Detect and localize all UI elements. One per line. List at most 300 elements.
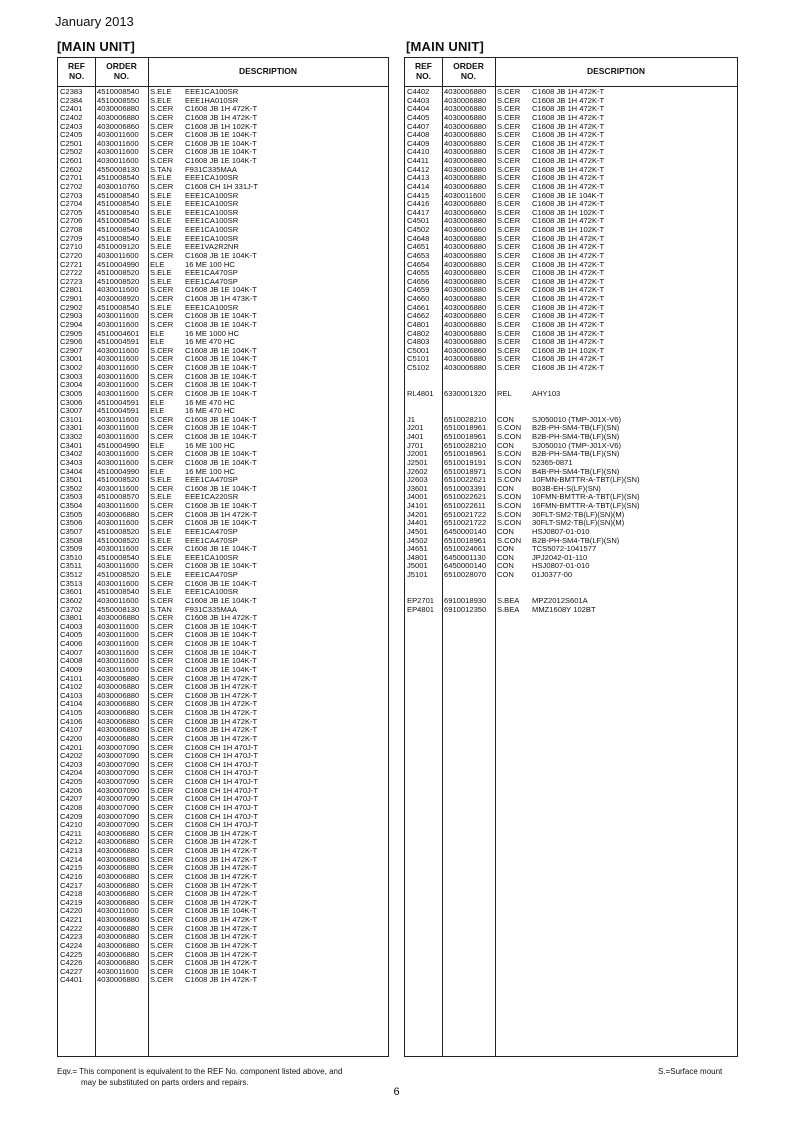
order-no: 4510008540 bbox=[97, 225, 140, 234]
ref-no: J201 bbox=[407, 423, 424, 433]
parts-table-left bbox=[57, 57, 389, 1057]
part-number: EEE1CA100SR bbox=[185, 552, 239, 562]
part-number: C1608 JB 1H 472K-T bbox=[185, 104, 258, 114]
order-no: 4510004990 bbox=[97, 466, 140, 476]
ref-no: EP2701 bbox=[407, 595, 435, 605]
order-no: 4030007090 bbox=[97, 768, 140, 778]
ref-no: C3502 bbox=[60, 483, 83, 493]
part-number: C1608 JB 1H 472K-T bbox=[185, 871, 258, 881]
part-number: C1608 JB 1H 472K-T bbox=[532, 164, 605, 174]
table-row bbox=[405, 364, 737, 373]
part-number: EEE1CA100SR bbox=[185, 587, 239, 597]
part-number: EEE1CA470SP bbox=[185, 570, 238, 579]
ref-no: C4107 bbox=[60, 725, 83, 735]
ref-no: C4659 bbox=[407, 285, 430, 295]
ref-no: C4006 bbox=[60, 639, 83, 648]
order-no: 4030006880 bbox=[444, 328, 487, 338]
ref-no: C4227 bbox=[60, 966, 83, 976]
ref-no: C4410 bbox=[407, 147, 430, 157]
order-no: 4030006880 bbox=[97, 958, 140, 968]
part-number: C1608 JB 1H 472K-T bbox=[185, 949, 258, 959]
part-number: C1608 JB 1E 104K-T bbox=[185, 285, 257, 295]
part-type: S.CER bbox=[150, 639, 174, 648]
table-body bbox=[405, 88, 737, 614]
part-number: C1608 JB 1H 472K-T bbox=[185, 880, 258, 890]
part-number: C1608 JB 1H 472K-T bbox=[185, 846, 258, 855]
table-header bbox=[405, 58, 737, 87]
part-number: HSJ0807-01-010 bbox=[532, 561, 590, 571]
unit-title-right: [MAIN UNIT] bbox=[406, 39, 485, 54]
order-no: 4030006880 bbox=[444, 130, 487, 140]
ref-no: C4413 bbox=[407, 173, 430, 183]
ref-no: C2401 bbox=[60, 104, 83, 114]
ref-no: C4102 bbox=[60, 682, 83, 692]
part-type: S.ELE bbox=[150, 225, 172, 234]
ref-no: C2502 bbox=[60, 147, 83, 157]
order-no: 4030006880 bbox=[444, 268, 487, 278]
part-type: S.CER bbox=[150, 949, 174, 959]
header-ref-no: REF NO. bbox=[415, 61, 432, 81]
ref-no: J4001 bbox=[407, 492, 428, 502]
part-type: CON bbox=[497, 483, 514, 493]
table-row bbox=[405, 571, 737, 580]
part-type: CON bbox=[497, 552, 514, 562]
ref-no: C2702 bbox=[60, 181, 83, 191]
part-type: S.CER bbox=[150, 388, 174, 398]
ref-no: C4403 bbox=[407, 95, 430, 105]
part-number: C1608 JB 1H 472K-T bbox=[532, 268, 605, 278]
part-number: C1608 JB 1H 472K-T bbox=[185, 915, 258, 924]
order-no: 4030006880 bbox=[444, 337, 487, 347]
part-type: S.CER bbox=[150, 345, 174, 355]
ref-no: C4405 bbox=[407, 112, 430, 122]
order-no: 4030011600 bbox=[97, 544, 139, 554]
order-no: 4030006880 bbox=[444, 363, 487, 372]
ref-no: C3302 bbox=[60, 432, 83, 441]
ref-no: C2704 bbox=[60, 199, 83, 209]
part-number: 16FMN-BMTTR-A-TBT(LF)(SN) bbox=[532, 501, 640, 510]
order-no: 6510028210 bbox=[444, 414, 487, 424]
part-number: C1608 JB 1E 104K-T bbox=[185, 966, 257, 976]
ref-no: C4218 bbox=[60, 889, 83, 899]
order-no: 4510008540 bbox=[97, 173, 140, 183]
part-type: S.CER bbox=[497, 95, 521, 105]
ref-no: C4206 bbox=[60, 785, 83, 795]
part-type: S.CER bbox=[150, 673, 174, 683]
order-no: 4030011600 bbox=[97, 561, 139, 571]
order-no: 4030011600 bbox=[97, 250, 139, 260]
part-number: C1608 JB 1H 472K-T bbox=[532, 181, 605, 191]
part-number: C1608 JB 1E 104K-T bbox=[185, 388, 257, 398]
ref-no: C4106 bbox=[60, 716, 83, 726]
part-number: C1608 JB 1H 102K-T bbox=[532, 207, 605, 217]
part-number: 16 ME 1000 HC bbox=[185, 328, 240, 338]
ref-no: C4660 bbox=[407, 294, 430, 303]
order-no: 4030007090 bbox=[97, 759, 140, 769]
order-no: 6510024661 bbox=[444, 544, 487, 554]
order-no: 4030006880 bbox=[97, 509, 140, 519]
order-no: 4030006880 bbox=[444, 242, 487, 252]
order-no: 4030011600 bbox=[97, 363, 139, 372]
part-type: S.CER bbox=[150, 414, 174, 424]
part-type: S.CER bbox=[150, 621, 174, 631]
ref-no: C2907 bbox=[60, 345, 83, 355]
part-type: S.CER bbox=[150, 811, 174, 821]
ref-no: C4213 bbox=[60, 846, 83, 855]
part-type: S.ELE bbox=[150, 276, 172, 286]
ref-no: C4005 bbox=[60, 630, 83, 640]
part-type: ELE bbox=[150, 259, 165, 269]
ref-no: C3005 bbox=[60, 388, 83, 398]
part-type: S.CER bbox=[150, 595, 174, 605]
ref-no: J701 bbox=[407, 440, 424, 450]
order-no: 4030006880 bbox=[97, 673, 140, 683]
ref-no: C3006 bbox=[60, 397, 83, 407]
part-type: S.CER bbox=[150, 250, 174, 260]
part-type: S.CER bbox=[497, 259, 521, 269]
part-type: S.CER bbox=[150, 699, 174, 709]
ref-no: C4223 bbox=[60, 932, 83, 942]
part-number: C1608 JB 1H 472K-T bbox=[532, 250, 605, 260]
ref-no: J2602 bbox=[407, 466, 428, 476]
ref-no: C4215 bbox=[60, 863, 83, 873]
part-number: C1608 JB 1H 472K-T bbox=[532, 156, 605, 165]
part-type: S.CER bbox=[497, 311, 521, 321]
part-type: S.CER bbox=[497, 207, 521, 217]
order-no: 6510028070 bbox=[444, 570, 487, 579]
ref-no: C4221 bbox=[60, 915, 83, 924]
order-no: 4030007090 bbox=[97, 742, 140, 752]
part-number: C1608 JB 1E 104K-T bbox=[185, 518, 257, 528]
part-number: C1608 JB 1E 104K-T bbox=[185, 311, 257, 321]
part-type: S.CER bbox=[497, 294, 521, 303]
part-type: S.CER bbox=[150, 181, 174, 191]
ref-no: C3504 bbox=[60, 501, 83, 510]
part-number: C1608 JB 1E 104K-T bbox=[185, 345, 257, 355]
ref-no: C4201 bbox=[60, 742, 83, 752]
part-type: S.CER bbox=[150, 449, 174, 459]
part-number: MPZ2012S601A bbox=[532, 595, 588, 605]
ref-no: C5102 bbox=[407, 363, 430, 372]
part-type: S.CER bbox=[150, 863, 174, 873]
order-no: 4030011600 bbox=[97, 518, 139, 528]
order-no: 4030006880 bbox=[97, 837, 140, 847]
part-number: C1608 JB 1E 104K-T bbox=[185, 544, 257, 554]
part-number: 01J0377-00 bbox=[532, 570, 573, 579]
order-no: 4030006880 bbox=[444, 121, 487, 131]
part-type: S.CER bbox=[150, 802, 174, 812]
ref-no: J4201 bbox=[407, 509, 428, 519]
ref-no: C3004 bbox=[60, 380, 83, 390]
ref-no: C3506 bbox=[60, 518, 83, 528]
ref-no: J401 bbox=[407, 432, 424, 441]
order-no: 4030006880 bbox=[97, 828, 140, 838]
part-type: S.CER bbox=[150, 940, 174, 950]
part-type: S.CER bbox=[150, 457, 174, 467]
order-no: 6510021722 bbox=[444, 509, 487, 519]
ref-no: C3508 bbox=[60, 535, 83, 545]
part-number: F931C335MAA bbox=[185, 164, 237, 174]
header-order-no: ORDER NO. bbox=[106, 61, 137, 81]
order-no: 4030006880 bbox=[444, 147, 487, 157]
part-type: S.CER bbox=[497, 242, 521, 252]
order-no: 4030006880 bbox=[444, 112, 487, 122]
ref-no: C4008 bbox=[60, 656, 83, 666]
part-number: C1608 JB 1H 472K-T bbox=[532, 112, 605, 122]
order-no: 4510004601 bbox=[97, 328, 140, 338]
ref-no: C2903 bbox=[60, 311, 83, 321]
header-ref-no: REF NO. bbox=[68, 61, 85, 81]
order-no: 4030006880 bbox=[444, 156, 487, 165]
order-no: 4030006880 bbox=[444, 259, 487, 269]
part-number: C1608 JB 1H 472K-T bbox=[532, 173, 605, 183]
part-number: C1608 JB 1H 472K-T bbox=[185, 854, 258, 864]
part-number: C1608 JB 1H 472K-T bbox=[185, 889, 258, 899]
ref-no: J4801 bbox=[407, 552, 428, 562]
order-no: 4510009120 bbox=[97, 242, 140, 252]
order-no: 4030006880 bbox=[97, 871, 140, 881]
ref-no: C4661 bbox=[407, 302, 430, 312]
part-type: S.CER bbox=[497, 130, 521, 140]
ref-no: C2721 bbox=[60, 259, 83, 269]
part-number: C1608 JB 1H 102K-T bbox=[185, 121, 258, 131]
part-type: S.CER bbox=[150, 837, 174, 847]
part-number: C1608 JB 1H 472K-T bbox=[185, 975, 258, 985]
part-type: S.CER bbox=[497, 345, 521, 355]
order-no: 4510008540 bbox=[97, 216, 140, 226]
order-no: 4030011600 bbox=[97, 156, 139, 165]
ref-no: C4408 bbox=[407, 130, 430, 140]
part-number: C1608 JB 1H 472K-T bbox=[185, 958, 258, 968]
part-type: CON bbox=[497, 570, 514, 579]
part-number: C1608 CH 1H 470J-T bbox=[185, 811, 259, 821]
part-type: S.CER bbox=[150, 501, 174, 510]
part-number: C1608 JB 1H 102K-T bbox=[532, 225, 605, 234]
part-number: C1608 CH 1H 470J-T bbox=[185, 785, 259, 795]
order-no: 4030006880 bbox=[97, 112, 140, 122]
part-number: C1608 JB 1H 472K-T bbox=[185, 509, 258, 519]
ref-no: C3007 bbox=[60, 406, 83, 416]
part-number: C1608 CH 1H 470J-T bbox=[185, 802, 259, 812]
part-type: S.CER bbox=[497, 190, 521, 200]
order-no: 4030007090 bbox=[97, 820, 140, 830]
part-type: S.CON bbox=[497, 457, 522, 467]
ref-no: C2705 bbox=[60, 207, 83, 217]
part-number: B03B-EH-S(LF)(SN) bbox=[532, 483, 601, 493]
ref-no: C4212 bbox=[60, 837, 83, 847]
part-number: C1608 CH 1H 470J-T bbox=[185, 768, 259, 778]
order-no: 4030006880 bbox=[97, 104, 140, 114]
order-no: 4030011600 bbox=[97, 457, 139, 467]
order-no: 6510003391 bbox=[444, 483, 487, 493]
part-type: S.CER bbox=[150, 311, 174, 321]
part-type: S.ELE bbox=[150, 587, 172, 597]
part-number: C1608 JB 1E 104K-T bbox=[185, 432, 257, 441]
part-type: ELE bbox=[150, 466, 165, 476]
footnote-surface-mount: S.=Surface mount bbox=[658, 1067, 723, 1076]
part-type: S.CER bbox=[497, 173, 521, 183]
part-type: CON bbox=[497, 544, 514, 554]
part-type: S.CER bbox=[497, 121, 521, 131]
part-number: C1608 JB 1H 472K-T bbox=[185, 863, 258, 873]
part-number: TCS5072-1041577 bbox=[532, 544, 597, 554]
order-no: 4510008540 bbox=[97, 207, 140, 217]
order-no: 4030011600 bbox=[97, 414, 139, 424]
part-number: C1608 JB 1H 472K-T bbox=[532, 354, 605, 364]
blank-row bbox=[405, 399, 737, 408]
ref-no: C4204 bbox=[60, 768, 83, 778]
order-no: 4510008540 bbox=[97, 552, 140, 562]
ref-no: C4653 bbox=[407, 250, 430, 260]
part-type: S.BEA bbox=[497, 595, 520, 605]
order-no: 4510008570 bbox=[97, 492, 140, 502]
part-type: S.ELE bbox=[150, 199, 172, 209]
ref-no: C3101 bbox=[60, 414, 83, 424]
part-type: S.ELE bbox=[150, 242, 172, 252]
order-no: 4030006880 bbox=[444, 294, 487, 303]
part-number: C1608 JB 1E 104K-T bbox=[532, 190, 604, 200]
part-number: C1608 JB 1E 104K-T bbox=[185, 147, 257, 157]
ref-no: C2703 bbox=[60, 190, 83, 200]
part-type: S.CER bbox=[497, 363, 521, 372]
order-no: 4030006880 bbox=[444, 302, 487, 312]
unit-title-left: [MAIN UNIT] bbox=[57, 39, 136, 54]
part-number: C1608 JB 1E 104K-T bbox=[185, 319, 257, 329]
part-type: S.CER bbox=[150, 682, 174, 692]
part-number: C1608 JB 1H 472K-T bbox=[185, 112, 258, 122]
ref-no: J4101 bbox=[407, 501, 428, 510]
order-no: 4030006880 bbox=[97, 863, 140, 873]
order-no: 6450000140 bbox=[444, 526, 487, 536]
ref-no: J2001 bbox=[407, 449, 428, 459]
order-no: 4030011600 bbox=[97, 345, 139, 355]
ref-no: J4651 bbox=[407, 544, 428, 554]
part-type: S.CER bbox=[150, 725, 174, 735]
order-no: 4030006880 bbox=[97, 889, 140, 899]
part-type: S.CER bbox=[150, 319, 174, 329]
order-no: 4030007090 bbox=[97, 785, 140, 795]
order-no: 6450000140 bbox=[444, 561, 487, 571]
order-no: 4030011600 bbox=[97, 380, 139, 390]
footnote-line-1: Eqv.= This component is equivalent to the REF No. component listed above, and bbox=[57, 1067, 343, 1076]
blank-row bbox=[405, 580, 737, 589]
part-type: S.CER bbox=[150, 768, 174, 778]
part-number: C1608 CH 1H 470J-T bbox=[185, 794, 259, 804]
part-number: C1608 JB 1H 472K-T bbox=[532, 104, 605, 114]
part-type: S.CER bbox=[150, 363, 174, 372]
part-type: S.CER bbox=[150, 777, 174, 786]
part-type: S.CON bbox=[497, 449, 522, 459]
part-type: S.CER bbox=[150, 656, 174, 666]
part-number: C1608 JB 1H 472K-T bbox=[185, 725, 258, 735]
ref-no: C3503 bbox=[60, 492, 83, 502]
ref-no: J4502 bbox=[407, 535, 428, 545]
part-number: C1608 JB 1H 472K-T bbox=[532, 311, 605, 321]
part-number: C1608 CH 1H 470J-T bbox=[185, 777, 259, 786]
ref-no: C3602 bbox=[60, 595, 83, 605]
part-number: C1608 JB 1H 102K-T bbox=[532, 345, 605, 355]
ref-no: C3402 bbox=[60, 449, 83, 459]
part-number: C1608 CH 1H 470J-T bbox=[185, 742, 259, 752]
order-no: 4030006880 bbox=[444, 138, 487, 148]
part-number: C1608 CH 1H 470J-T bbox=[185, 751, 259, 761]
part-type: S.CER bbox=[150, 544, 174, 554]
part-number: C1608 JB 1H 472K-T bbox=[532, 302, 605, 312]
part-number: C1608 JB 1E 104K-T bbox=[185, 363, 257, 372]
order-no: 4510008520 bbox=[97, 535, 140, 545]
order-no: 6510022621 bbox=[444, 475, 487, 485]
part-type: S.CER bbox=[150, 742, 174, 752]
footnote-eqv bbox=[57, 1066, 342, 1088]
part-type: S.ELE bbox=[150, 302, 172, 312]
ref-no: C2402 bbox=[60, 112, 83, 122]
part-number: B2B-PH-SM4-TB(LF)(SN) bbox=[532, 535, 620, 545]
part-type: S.CER bbox=[150, 156, 174, 165]
ref-no: C2709 bbox=[60, 233, 83, 243]
order-no: 4030011600 bbox=[97, 630, 139, 640]
order-no: 4030008920 bbox=[97, 294, 140, 303]
part-number: EEE1CA470SP bbox=[185, 535, 238, 545]
part-number: 16 ME 100 HC bbox=[185, 466, 235, 476]
part-type: S.CER bbox=[150, 871, 174, 881]
ref-no: C4502 bbox=[407, 225, 430, 234]
order-no: 4030007090 bbox=[97, 811, 140, 821]
part-type: S.ELE bbox=[150, 526, 172, 536]
part-type: S.CER bbox=[150, 130, 174, 140]
part-number: EEE1CA100SR bbox=[185, 225, 239, 234]
part-type: CON bbox=[497, 526, 514, 536]
part-number: C1608 JB 1E 104K-T bbox=[185, 371, 257, 381]
part-type: S.CER bbox=[497, 354, 521, 364]
part-type: S.CER bbox=[497, 285, 521, 295]
part-number: 52365-0871 bbox=[532, 457, 573, 467]
ref-no: C3801 bbox=[60, 613, 83, 623]
part-number: C1608 JB 1E 104K-T bbox=[185, 130, 257, 140]
part-number: C1608 JB 1H 472K-T bbox=[185, 682, 258, 692]
order-no: 4510008550 bbox=[97, 95, 140, 105]
order-no: 4030006880 bbox=[97, 682, 140, 692]
ref-no: C4217 bbox=[60, 880, 83, 890]
ref-no: C3601 bbox=[60, 587, 83, 597]
ref-no: C4801 bbox=[407, 319, 430, 329]
order-no: 4030010760 bbox=[97, 181, 140, 191]
part-type: S.CON bbox=[497, 466, 522, 476]
order-no: 4550008130 bbox=[97, 604, 140, 614]
order-no: 4030011600 bbox=[97, 639, 139, 648]
order-no: 4030006880 bbox=[97, 690, 140, 700]
part-number: C1608 JB 1H 472K-T bbox=[185, 923, 258, 933]
part-number: C1608 JB 1H 472K-T bbox=[185, 828, 258, 838]
order-no: 4030006880 bbox=[97, 725, 140, 735]
part-type: S.CER bbox=[497, 268, 521, 278]
order-no: 4030006880 bbox=[97, 699, 140, 709]
ref-no: C4103 bbox=[60, 690, 83, 700]
part-type: S.CON bbox=[497, 518, 522, 528]
part-type: S.CON bbox=[497, 501, 522, 510]
part-number: EEE1CA100SR bbox=[185, 87, 239, 96]
part-type: S.CON bbox=[497, 423, 522, 433]
part-type: S.CER bbox=[497, 276, 521, 286]
table-body bbox=[58, 88, 388, 985]
part-type: S.CER bbox=[497, 337, 521, 347]
ref-no: C4401 bbox=[60, 975, 83, 985]
part-type: S.TAN bbox=[150, 164, 172, 174]
part-type: S.CER bbox=[497, 104, 521, 114]
ref-no: C4654 bbox=[407, 259, 430, 269]
order-no: 4030006860 bbox=[444, 225, 487, 234]
part-type: S.CON bbox=[497, 432, 522, 441]
parts-table-right bbox=[404, 57, 738, 1057]
